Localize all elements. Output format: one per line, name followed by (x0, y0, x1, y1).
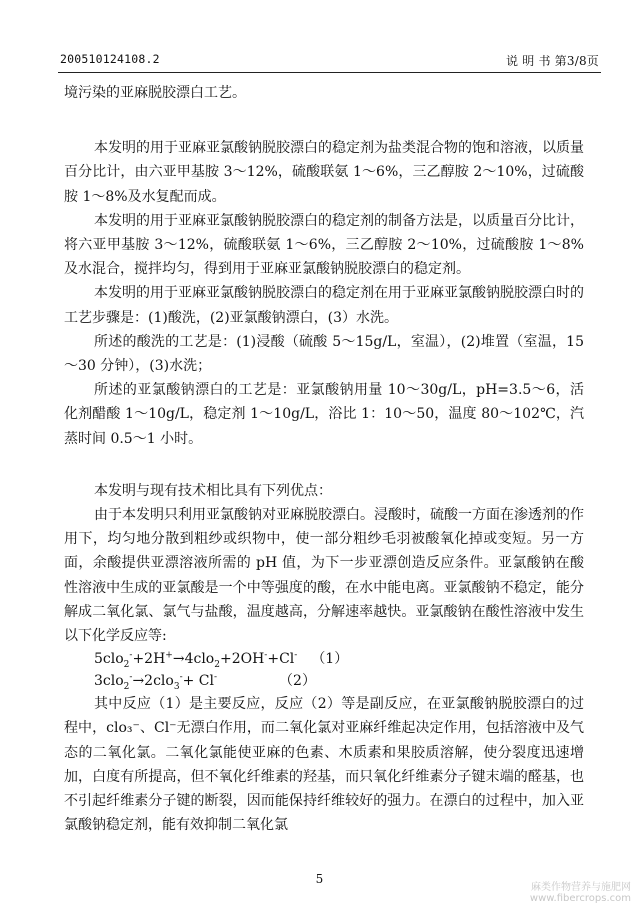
paragraph-stabilizer-composition: 本发明的用于亚麻亚氯酸钠脱胶漂白的稳定剂为盐类混合物的饱和溶液，以质量百分比计，由六亚甲基胺 3～12%，硫酸联氨 1～6%，三乙醇胺 2～10%，过硫酸胺 1～8%及水复配而成。 (64, 140, 584, 205)
document-id: 200510124108.2 (60, 52, 160, 66)
header-rule (58, 72, 601, 73)
equation-2-number: （2） (279, 673, 316, 690)
equation-1-number: （1） (311, 651, 349, 668)
paragraph-preparation-method: 本发明的用于亚麻亚氯酸钠脱胶漂白的稳定剂的制备方法是，以质量百分比计，将六亚甲基胺 3～12%，硫酸联氨 1～6%，三乙醇胺 2～10%，过硫酸胺 1～8%及水混合，搅拌均匀，得到用于亚麻亚氯酸钠脱胶漂白的稳定剂。 (64, 212, 584, 278)
equation-1: 5clo$_2$-+2H+→4clo$_2$+2OH-+Cl- （1） (64, 648, 584, 670)
paragraph-advantages-heading: 本发明与现有技术相比具有下列优点： (94, 482, 332, 499)
document-body (64, 81, 584, 837)
paragraph-acid-wash: 所述的酸洗的工艺是：(1)浸酸（硫酸 5～15g/L，室温），(2)堆置（室温，15～30 分钟），(3)水洗； (64, 333, 584, 375)
watermark-site-name: 麻类作物营养与施肥网 (531, 882, 631, 893)
watermark-url: www.fibercrops.com (529, 893, 631, 904)
paragraph-bleaching-process: 所述的亚氯酸钠漂白的工艺是：亚氯酸钠用量 10～30g/L，pH=3.5～6，活化剂醋酸 1～10g/L，稳定剂 1～10g/L，浴比 1：10～50，温度 80～102℃，汽蒸时间 0.5～1 小时。 (64, 382, 584, 447)
site-watermark (530, 882, 631, 904)
paragraph-reaction-explanation: 其中反应（1）是主要反应，反应（2）等是副反应，在亚氯酸钠脱胶漂白的过程中，clo₃⁻、Cl⁻无漂白作用，而二氧化氯对亚麻纤维起决定作用，包括溶液中及气态的二氧化氯。二氧化氯能使亚麻的色素、木质素和果胶质溶解，使分裂度迅速增加，白度有所提高，但不氧化纤维素的羟基，而只氧化纤维素分子键末端的醛基，也不引起纤维素分子键的断裂，因而能保持纤维较好的强力。在漂白的过程中，加入亚氯酸钠稳定剂，能有效抑制二氧化氯 (64, 696, 584, 834)
page-number: 5 (315, 872, 324, 886)
section-header: 说 明 书 第3/8页 (506, 54, 599, 68)
equation-2: 3clo$_2$-→2clo$_3$-+ Cl- （2） (64, 670, 584, 692)
continuation-line: 境污染的亚麻脱胶漂白工艺。 (64, 85, 246, 101)
paragraph-process-steps: 本发明的用于亚麻亚氯酸钠脱胶漂白的稳定剂在用于亚麻亚氯酸钠脱胶漂白时的工艺步骤是：(1)酸洗，(2)亚氯酸钠漂白，(3）水洗。 (64, 285, 584, 326)
paragraph-mechanism: 由于本发明只利用亚氯酸钠对亚麻脱胶漂白。浸酸时，硫酸一方面在渗透剂的作用下，均匀地分散到粗纱或织物中，使一部分粗纱毛羽被酸氧化掉或变短。另一方面，余酸提供亚漂溶液所需的 pH 值，为下一步亚漂创造反应条件。亚氯酸钠在酸性溶液中生成的亚氯酸是一个中等强度的酸，在水中能电离。亚氯酸钠不稳定，能分解成二氧化氯、氯气与盐酸，温度越高，分解速率越快。亚氯酸钠在酸性溶液中发生以下化学反应等: (64, 507, 584, 645)
